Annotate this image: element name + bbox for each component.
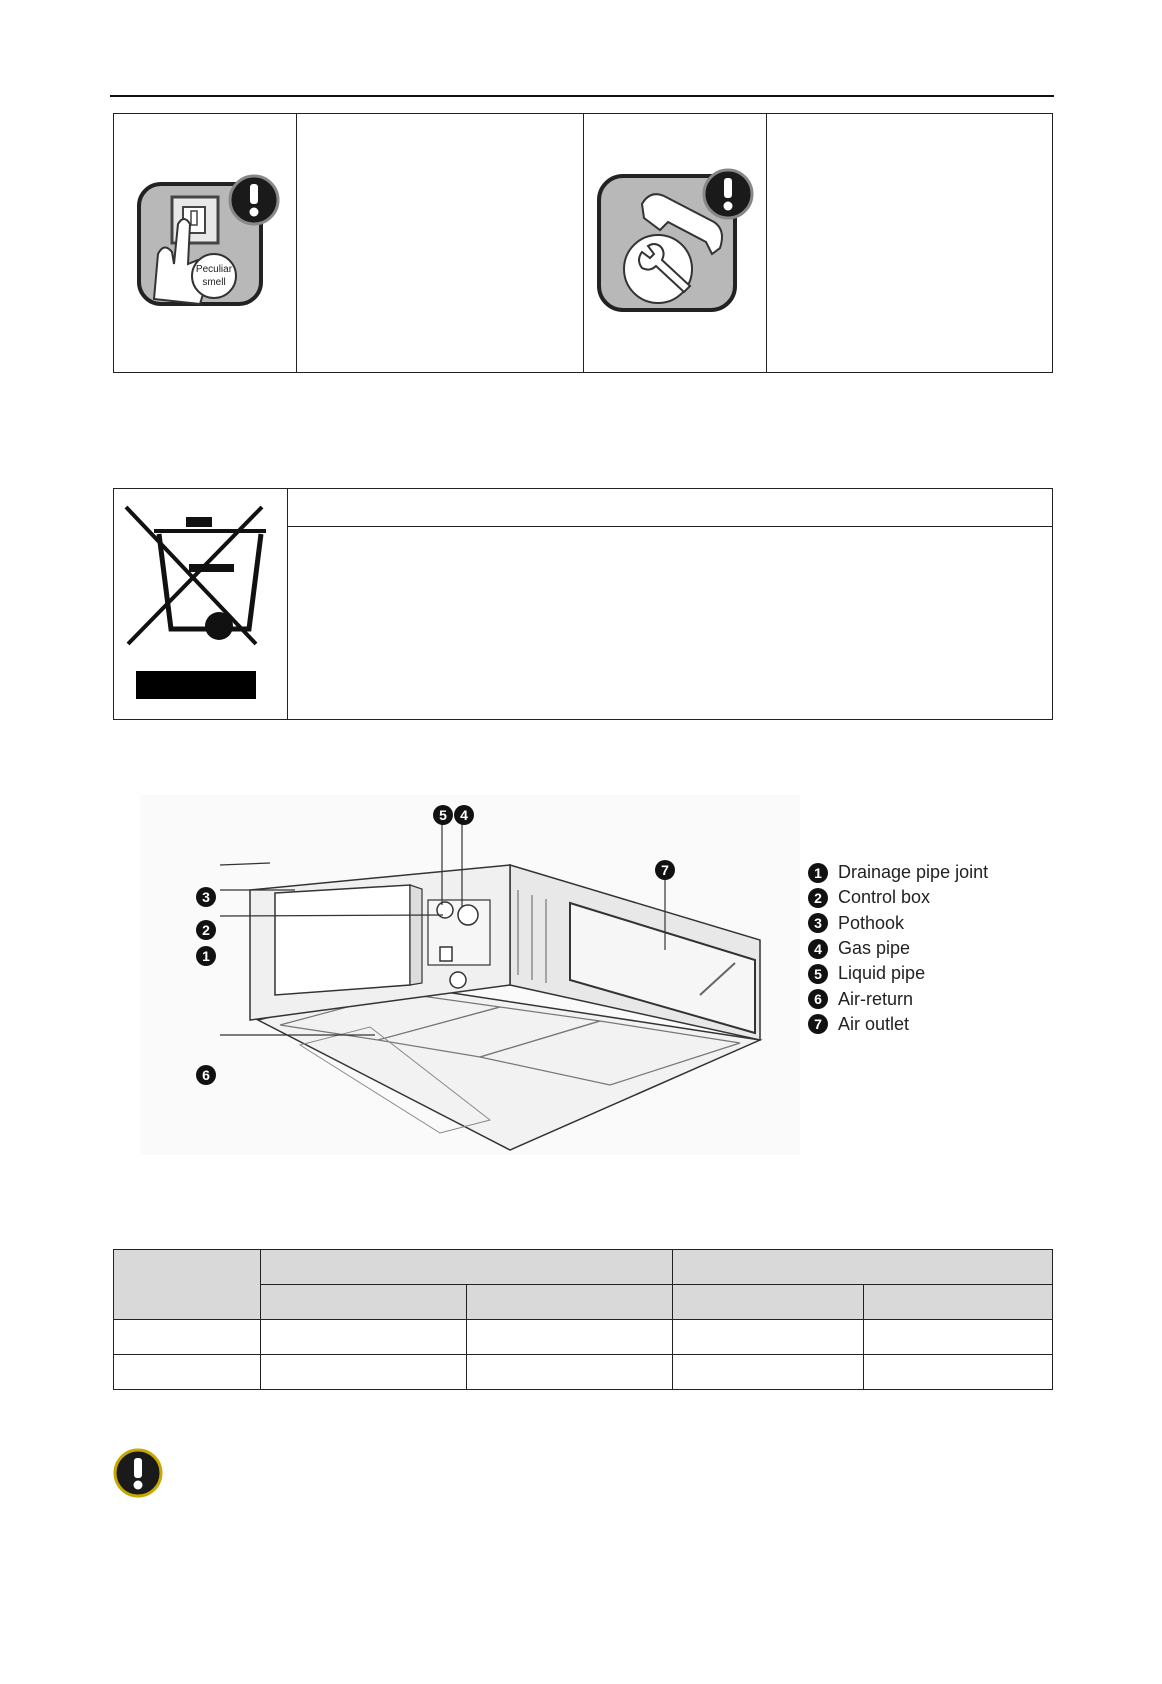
spec-cell: [467, 1355, 673, 1390]
callout-2: 2: [196, 920, 216, 940]
legend-number: 7: [808, 1014, 828, 1034]
disposal-table: [113, 488, 1053, 720]
callout-4: 4: [454, 805, 474, 825]
legend-number: 5: [808, 964, 828, 984]
legend-number: 4: [808, 939, 828, 959]
spec-subheader: [467, 1285, 673, 1320]
warning-text-cell-2: [766, 114, 1053, 373]
service-icon-cell: [583, 114, 766, 373]
disposal-text-cell: [288, 527, 1053, 720]
spec-table: [113, 1249, 1053, 1390]
legend-item: [808, 911, 1038, 936]
spec-header-group-1: [261, 1250, 673, 1285]
weee-icon-cell: [114, 489, 288, 720]
smell-icon-text-line1: Peculiar: [195, 264, 233, 275]
spec-cell: [114, 1320, 261, 1355]
spec-subheader: [261, 1285, 467, 1320]
spec-header-model: [114, 1250, 261, 1320]
legend-item: [808, 936, 1038, 961]
legend-item: [808, 961, 1038, 986]
spec-header-group-2: [673, 1250, 1053, 1285]
smell-icon-cell: [114, 114, 297, 373]
diagram-legend: [808, 860, 1038, 1037]
disposal-header-cell: [288, 489, 1053, 527]
spec-cell: [467, 1320, 673, 1355]
warning-text-cell-1: [297, 114, 584, 373]
header-rule: [110, 95, 1054, 97]
legend-item: [808, 860, 1038, 885]
spec-cell: [114, 1355, 261, 1390]
call-service-warning-icon: [584, 114, 766, 367]
legend-label: Gas pipe: [838, 938, 911, 959]
indoor-unit-diagram: [140, 795, 800, 1155]
callout-1: 1: [196, 946, 216, 966]
legend-label: Air outlet: [838, 1013, 910, 1034]
legend-item: [808, 1012, 1038, 1037]
spec-subheader: [864, 1285, 1053, 1320]
legend-number: 3: [808, 913, 828, 933]
callout-3: 3: [196, 887, 216, 907]
spec-cell: [261, 1320, 467, 1355]
callout-6: 6: [196, 1065, 216, 1085]
legend-label: Pothook: [838, 912, 905, 933]
spec-cell: [864, 1320, 1053, 1355]
peculiar-smell-warning-icon: [114, 114, 296, 367]
legend-label: Drainage pipe joint: [838, 862, 989, 883]
callout-5: 5: [433, 805, 453, 825]
legend-item: [808, 986, 1038, 1011]
legend-label: Liquid pipe: [838, 963, 926, 984]
spec-cell: [864, 1355, 1053, 1390]
callout-7: 7: [655, 860, 675, 880]
legend-number: 6: [808, 989, 828, 1009]
spec-cell: [673, 1320, 864, 1355]
spec-cell: [261, 1355, 467, 1390]
legend-label: Control box: [838, 887, 931, 908]
legend-number: 2: [808, 888, 828, 908]
caution-icon: [112, 1447, 164, 1499]
spec-subheader: [673, 1285, 864, 1320]
legend-number: 1: [808, 863, 828, 883]
spec-cell: [673, 1355, 864, 1390]
legend-item: [808, 885, 1038, 910]
crossed-bin-icon: [114, 489, 287, 714]
smell-icon-text-line2: smell: [202, 277, 226, 288]
legend-label: Air-return: [838, 988, 914, 1009]
safety-warning-table: [113, 113, 1053, 373]
